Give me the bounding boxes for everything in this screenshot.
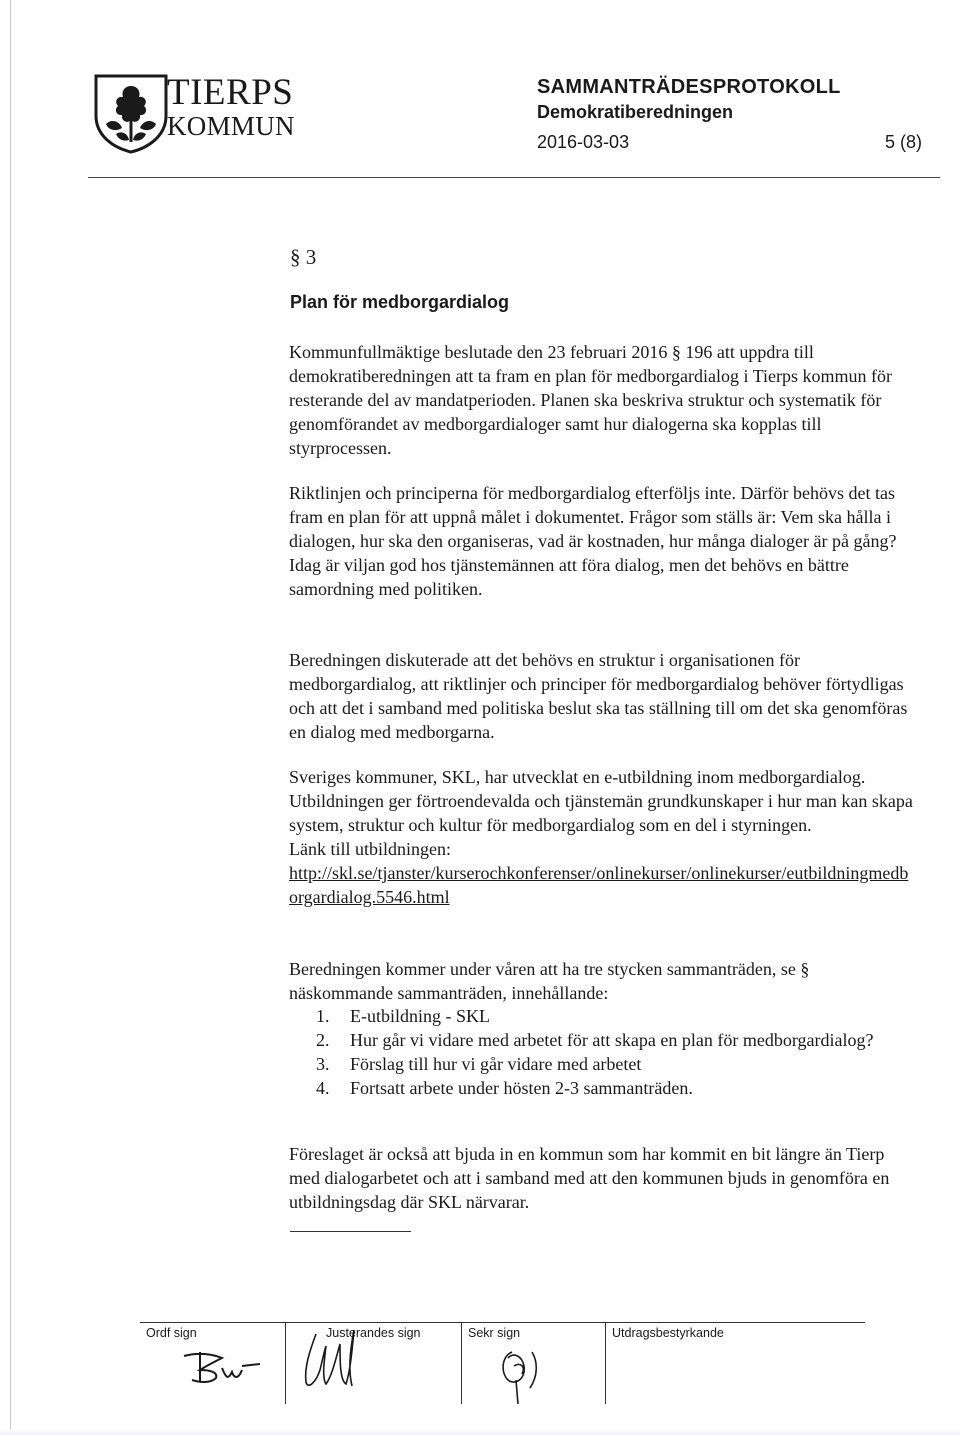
document-title: SAMMANTRÄDESPROTOKOLL — [537, 76, 841, 98]
list-item — [316, 1028, 910, 1052]
organization-name — [167, 74, 295, 140]
municipality-crest-logo — [92, 72, 170, 154]
list-item-text: E-utbildning - SKL — [350, 1006, 490, 1026]
list-item-number: 2. — [316, 1030, 330, 1050]
list-item — [316, 1076, 910, 1100]
body-paragraph-4-text: Sveriges kommuner, SKL, har utvecklat en e-utbildning inom medborgardialog. Utbildningen ger förtroendevalda och tjänstemän grundkunskaper i hur man kan skapa system, struktur och kultur för medborgardialog som en del i styrningen. — [289, 767, 913, 835]
training-link[interactable]: http://skl.se/tjanster/kurserochkonferenser/onlinekurser/onlinekurser/eutbildningmedborgardialog.5546.html — [289, 863, 909, 907]
list-item-number: 4. — [316, 1078, 330, 1098]
secretary-signature-box — [461, 1322, 606, 1404]
organization-name-line1: TIERPS — [167, 72, 294, 113]
meeting-agenda-list — [316, 1004, 910, 1100]
training-link-label: Länk till utbildningen: — [289, 839, 451, 859]
committee-name: Demokratiberedningen — [537, 102, 734, 122]
secretary-signature-label: Sekr sign — [468, 1326, 521, 1340]
body-paragraph-4 — [289, 765, 917, 909]
organization-name-line2: KOMMUN — [167, 111, 295, 141]
signature-table — [140, 1322, 865, 1404]
header-divider — [88, 177, 940, 178]
adjuster-signature-box — [285, 1322, 462, 1404]
scan-bottom-edge — [0, 1429, 960, 1435]
section-number: § 3 — [290, 245, 317, 269]
body-paragraph-2: Riktlinjen och principerna för medborgardialog efterföljs inte. Därför behövs det tas fram en plan för att uppnå målet i dokumentet. Frågor som ställs är: Vem ska hålla i dialogen, hur ska den organiseras, vad är kostnaden, hur många dialoger är på gång? Idag är viljan god hos tjänstemännen att föra dialog, men det behövs en bättre samordning med politiken. — [289, 483, 897, 599]
list-item — [316, 1004, 910, 1028]
chair-signature-label: Ordf sign — [146, 1326, 197, 1340]
list-item-text: Hur går vi vidare med arbetet för att skapa en plan för medborgardialog? — [350, 1030, 874, 1050]
list-item-number: 3. — [316, 1054, 330, 1074]
list-item-text: Fortsatt arbete under hösten 2-3 sammanträden. — [350, 1078, 693, 1098]
page-number: 5 (8) — [884, 132, 922, 152]
list-item-text: Förslag till hur vi går vidare med arbetet — [350, 1054, 642, 1074]
scan-left-edge-line — [10, 0, 11, 1435]
chair-signature-box — [140, 1322, 285, 1404]
extract-certification-box — [605, 1322, 866, 1404]
list-item-number: 1. — [316, 1006, 330, 1026]
chair-handwritten-signature — [140, 1322, 285, 1404]
meeting-date: 2016-03-03 — [537, 132, 630, 152]
adjuster-signature-label: Justerandes sign — [326, 1326, 421, 1340]
body-paragraph-6: Föreslaget är också att bjuda in en kommun som har kommit en bit längre än Tierp med dialogarbetet och att i samband med att den kommunen bjuds in genomföra en utbildningsdag där SKL närvarar. — [289, 1144, 890, 1212]
body-paragraph-1: Kommunfullmäktige beslutade den 23 februari 2016 § 196 att uppdra till demokratiberedningen att ta fram en plan för medborgardialog i Tierps kommun för resterande del av mandatperioden. Planen ska beskriva struktur och systematik för genomförandet av medborgardialoger samt hur dialogerna ska kopplas till styrprocessen. — [289, 342, 893, 458]
list-item — [316, 1052, 910, 1076]
section-title: Plan för medborgardialog — [290, 292, 510, 312]
extract-certification-label: Utdragsbestyrkande — [612, 1326, 724, 1340]
body-paragraph-5: Beredningen kommer under våren att ha tre stycken sammanträden, se § näskommande sammanträden, innehållande: — [289, 959, 810, 1003]
secretary-handwritten-signature — [462, 1322, 606, 1404]
end-divider — [290, 1231, 411, 1232]
adjuster-handwritten-signature — [286, 1322, 462, 1404]
body-paragraph-3: Beredningen diskuterade att det behövs en struktur i organisationen för medborgardialog, att riktlinjer och principer för medborgardialog behöver förtydligas och att det i samband med politiska beslut ska tas ställning till om det ska genomföras en dialog med medborgarna. — [289, 650, 908, 742]
